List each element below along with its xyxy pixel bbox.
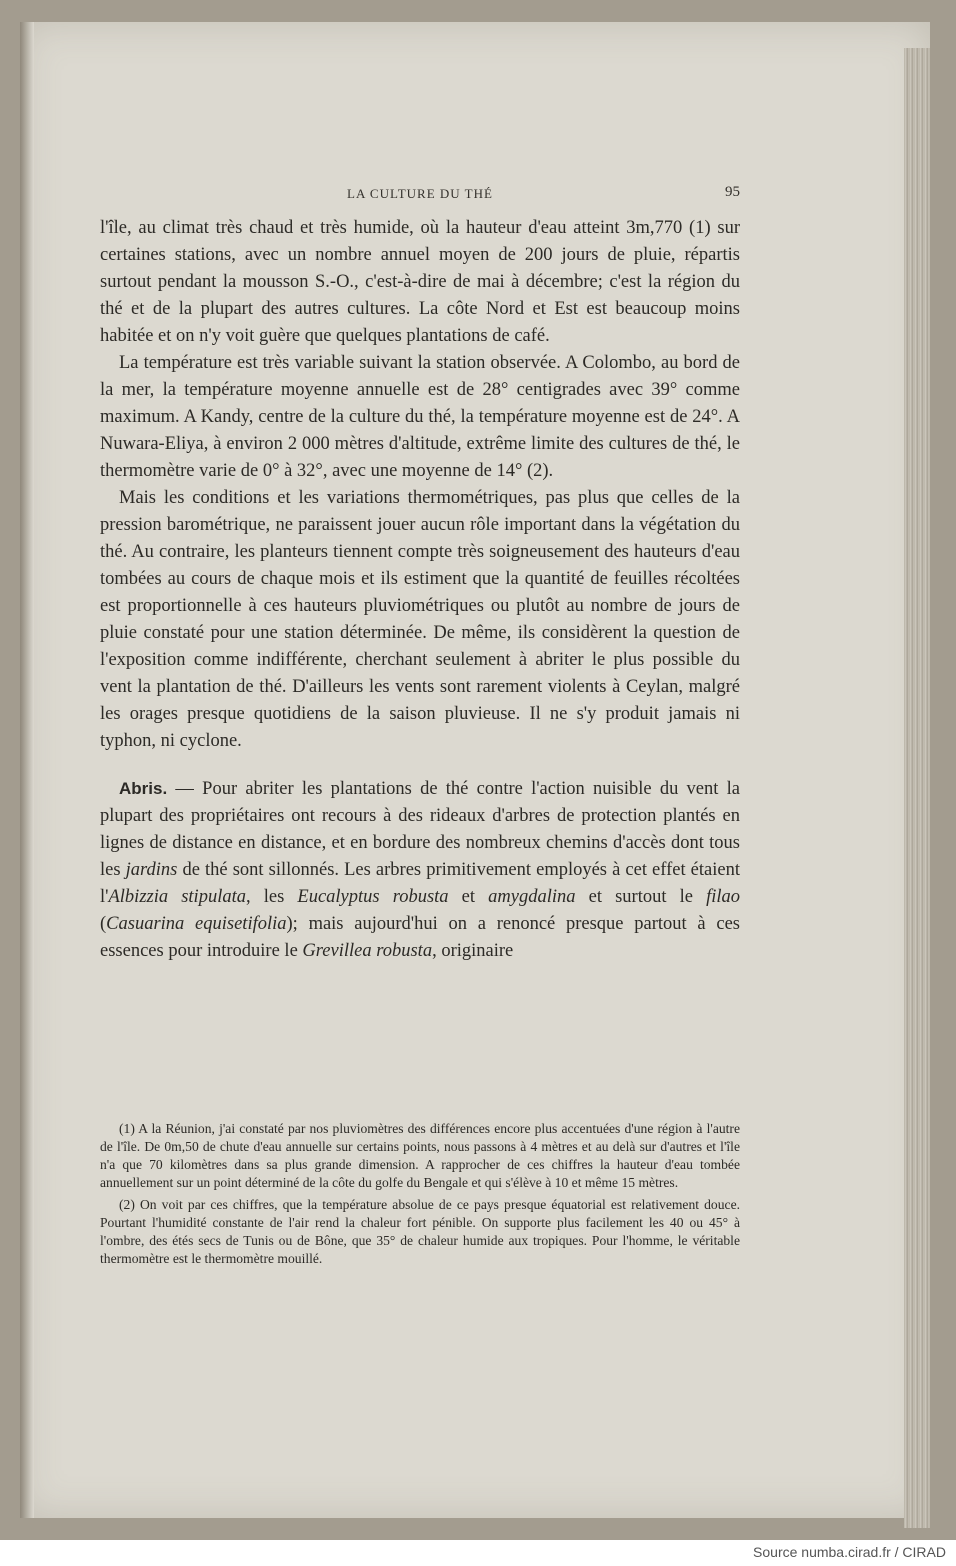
section-heading-abris: Abris. [119,779,168,798]
abris-italic-albizzia: Albizzia stipulata [108,887,246,907]
abris-text-5: et surtout le [575,887,707,907]
abris-text-4: et [448,887,489,907]
abris-text-2: de thé sont sillonnés. Les arbres primitivement employés à cet effet étaient l' [100,860,740,907]
body-text [100,215,740,965]
abris-text-8: , originaire [432,941,514,961]
footnotes [100,1120,740,1272]
section-gap [100,755,740,775]
paragraph-2: La température est très variable suivant la station observée. A Colombo, au bord de la mer, la température moyenne annuelle est de 28° centigrades avec 39° comme maximum. A Kandy, centre de la culture du thé, la température moyenne est de 24°. A Nuwara-Eliya, à environ 2 000 mètres d'altitude, extrême limite des cultures de thé, le thermomètre varie de 0° à 32°, avec une moyenne de 14° (2). [100,353,740,481]
paragraph-abris [100,775,740,965]
abris-italic-eucalyptus: Eucalyptus robusta [297,887,449,907]
abris-italic-amygdalina: amygdalina [488,887,576,907]
page-gutter-shadow [20,22,34,1518]
abris-text-6: ( [100,914,107,934]
abris-italic-casuarina: Casuarina equisetifolia [106,914,287,934]
source-credit: Source numba.cirad.fr / CIRAD [753,1544,946,1560]
paragraph-1: l'île, au climat très chaud et très humide, où la hauteur d'eau atteint 3m,770 (1) sur certaines stations, avec un nombre annuel moyen de 200 jours de pluie, répartis surtout pendant la mousson S.-O., c'est-à-dire de mai à décembre; c'est la région du thé et de la plupart des autres cultures. La côte Nord et Est est beaucoup moins habitée et on n'y voit guère que quelques plantations de café. [100,218,740,346]
abris-text-3: , les [245,887,298,907]
abris-italic-filao: filao [706,887,740,907]
abris-text-7: ); mais aujourd'hui on a renoncé presque partout à ces essences pour introduire le [100,914,740,961]
page-number: 95 [725,184,740,200]
abris-text-1: — Pour abriter les plantations de thé contre l'action nuisible du vent la plupart des propriétaires ont recours à des rideaux d'arbres de protection plantés en lignes de distance en distance, et en bordure des nombreux chemins d'accès dont tous les [100,779,740,880]
running-head [100,182,740,206]
running-title: LA CULTURE DU THÉ [347,186,493,201]
page-edges [904,48,930,1528]
paragraph-3: Mais les conditions et les variations thermométriques, pas plus que celles de la pression barométrique, ne paraissent jouer aucun rôle important dans la végétation du thé. Au contraire, les planteurs tiennent compte très soigneusement des hauteurs d'eau tombées au cours de chaque mois et ils estiment que la quantité de feuilles récoltées est proportionnelle à ces hauteurs pluviométriques ou plutôt au nombre de jours de pluie constaté pour une station déterminée. De même, ils considèrent la question de l'exposition comme indifférente, cherchant seulement à abriter le plus possible du vent la plantation de thé. D'ailleurs les vents sont rarement violents à Ceylan, malgré les orages presque quotidiens de la saison pluvieuse. Il ne s'y produit jamais ni typhon, ni cyclone. [100,488,740,751]
footnote-1: (1) A la Réunion, j'ai constaté par nos pluviomètres des différences encore plus accentuées d'une région à l'autre de l'île. De 0m,50 de chute d'eau annuelle sur certains points, nous passons à 4 mètres et au delà sur d'autres et l'île n'a que 70 kilomètres dans sa plus grande dimension. A rapprocher de ces chiffres la hauteur d'eau tombée annuellement sur un point déterminé de la côte du golfe du Bengale et qui s'élève à 10 et même 15 mètres. [100,1121,740,1190]
abris-italic-grevillea: Grevillea robusta [302,941,433,961]
footnote-2: (2) On voit par ces chiffres, que la température absolue de ce pays presque équatorial est relativement douce. Pourtant l'humidité constante de l'air rend la chaleur fort pénible. On supporte plus facilement les 40 ou 45° à l'ombre, des étés secs de Tunis ou de Bône, que 35° de chaleur humide aux tropiques. Pour l'homme, le véritable thermomètre est le thermomètre mouillé. [100,1197,740,1266]
abris-italic-jardins: jardins [125,860,178,880]
